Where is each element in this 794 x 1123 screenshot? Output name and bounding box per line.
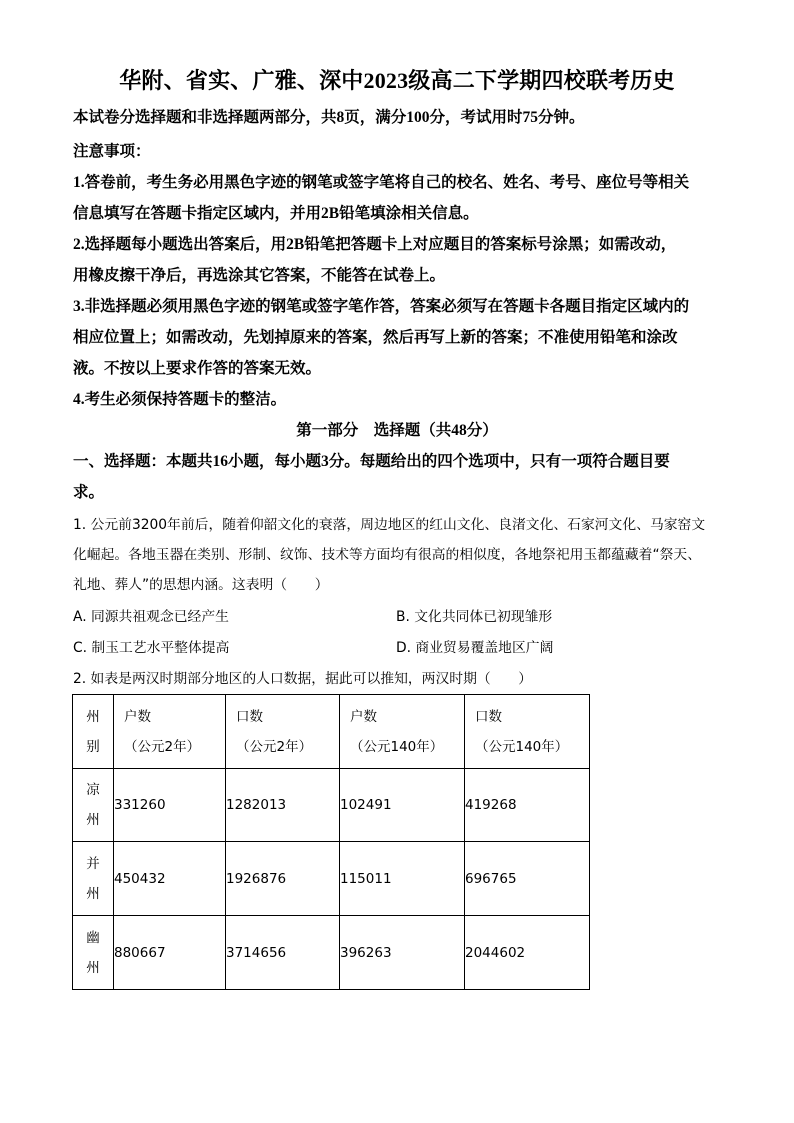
region-char-2: 州 [86,959,100,976]
section-instruction-line-1: 一、选择题：本题共16小题，每小题3分。每题给出的四个选项中，只有一项符合题目要 [73,453,670,470]
value-cell: 696765 [465,842,590,916]
value-cell: 419268 [465,769,590,842]
rule-3-line-3: 液。不按以上要求作答的答案无效。 [73,360,322,377]
population-table [72,694,590,990]
value-cell: 1282013 [226,769,340,842]
region-char-1: 并 [86,855,100,872]
value-cell: 102491 [340,769,465,842]
value-cell: 331260 [114,769,226,842]
region-char-1: 幽 [86,929,100,946]
header-population-140-year: （公元140年） [475,738,569,755]
region-cell [73,842,114,916]
q1-option-c: C. 制玉工艺水平整体提高 [73,640,230,656]
header-region-char-2: 别 [86,738,100,755]
header-households-2-label: 户数 [124,708,151,725]
q1-stem-line-3: 礼地、葬人”的思想内涵。这表明（ ） [73,577,329,593]
header-region-char-1: 州 [86,708,100,725]
header-households-140-year: （公元140年） [350,738,444,755]
region-char-2: 州 [86,885,100,902]
header-cell-region [73,695,114,769]
value-cell: 396263 [340,916,465,990]
region-char-1: 凉 [86,782,100,798]
rule-2-line-1: 2.选择题每小题选出答案后，用2B铅笔把答题卡上对应题目的答案标号涂黑；如需改动， [73,236,677,253]
q1-stem-line-1: 1. 公元前3200年前后，随着仰韶文化的衰落，周边地区的红山文化、良渚文化、石家河文化、马家窑文 [73,517,706,533]
value-cell: 115011 [340,842,465,916]
value-cell: 2044602 [465,916,590,990]
q2-stem: 2. 如表是两汉时期部分地区的人口数据，据此可以推知，两汉时期（ ） [73,671,533,687]
header-population-2-year: （公元2年） [236,738,313,755]
table-row [73,916,590,990]
value-cell: 450432 [114,842,226,916]
header-cell-households-2 [114,695,226,769]
rule-4-line-1: 4.考生必须保持答题卡的整洁。 [73,391,287,408]
table-row [73,769,590,842]
q1-option-a: A. 同源共祖观念已经产生 [73,609,229,625]
exam-title: 华附、省实、广雅、深中2023级高二下学期四校联考历史 [119,68,675,93]
q1-stem-line-2: 化崛起。各地玉器在类别、形制、纹饰、技术等方面均有很高的相似度，各地祭祀用玉都蕴藏着“祭天、 [73,547,702,563]
notice-label: 注意事项： [73,143,151,160]
header-population-2-label: 口数 [236,708,263,725]
table-header-row [73,695,590,769]
header-cell-population-140 [465,695,590,769]
header-cell-households-140 [340,695,465,769]
rule-2-line-2: 用橡皮擦干净后，再选涂其它答案，不能答在试卷上。 [73,267,446,284]
header-cell-population-2 [226,695,340,769]
value-cell: 1926876 [226,842,340,916]
q1-option-d: D. 商业贸易覆盖地区广阔 [396,640,554,656]
table-row [73,842,590,916]
exam-summary: 本试卷分选择题和非选择题两部分，共8页，满分100分，考试用时75分钟。 [73,109,585,126]
region-char-2: 州 [86,812,100,828]
value-cell: 3714656 [226,916,340,990]
rule-3-line-1: 3.非选择题必须用黑色字迹的钢笔或签字笔作答，答案必须写在答题卡各题目指定区域内的 [73,298,690,315]
rule-3-line-2: 相应位置上；如需改动，先划掉原来的答案，然后再写上新的答案；不准使用铅笔和涂改 [73,329,678,346]
part-title: 第一部分 选择题（共48分） [296,422,498,439]
region-cell [73,769,114,842]
header-households-2-year: （公元2年） [124,738,201,755]
rule-1-line-2: 信息填写在答题卡指定区域内，并用2B铅笔填涂相关信息。 [73,205,479,222]
value-cell: 880667 [114,916,226,990]
header-households-140-label: 户数 [350,708,377,725]
header-population-140-label: 口数 [475,708,502,725]
region-cell [73,916,114,990]
rule-1-line-1: 1.答卷前，考生务必用黑色字迹的钢笔或签字笔将自己的校名、姓名、考号、座位号等相关 [73,174,690,191]
section-instruction-line-2: 求。 [73,484,105,501]
q1-option-b: B. 文化共同体已初现雏形 [396,609,553,625]
